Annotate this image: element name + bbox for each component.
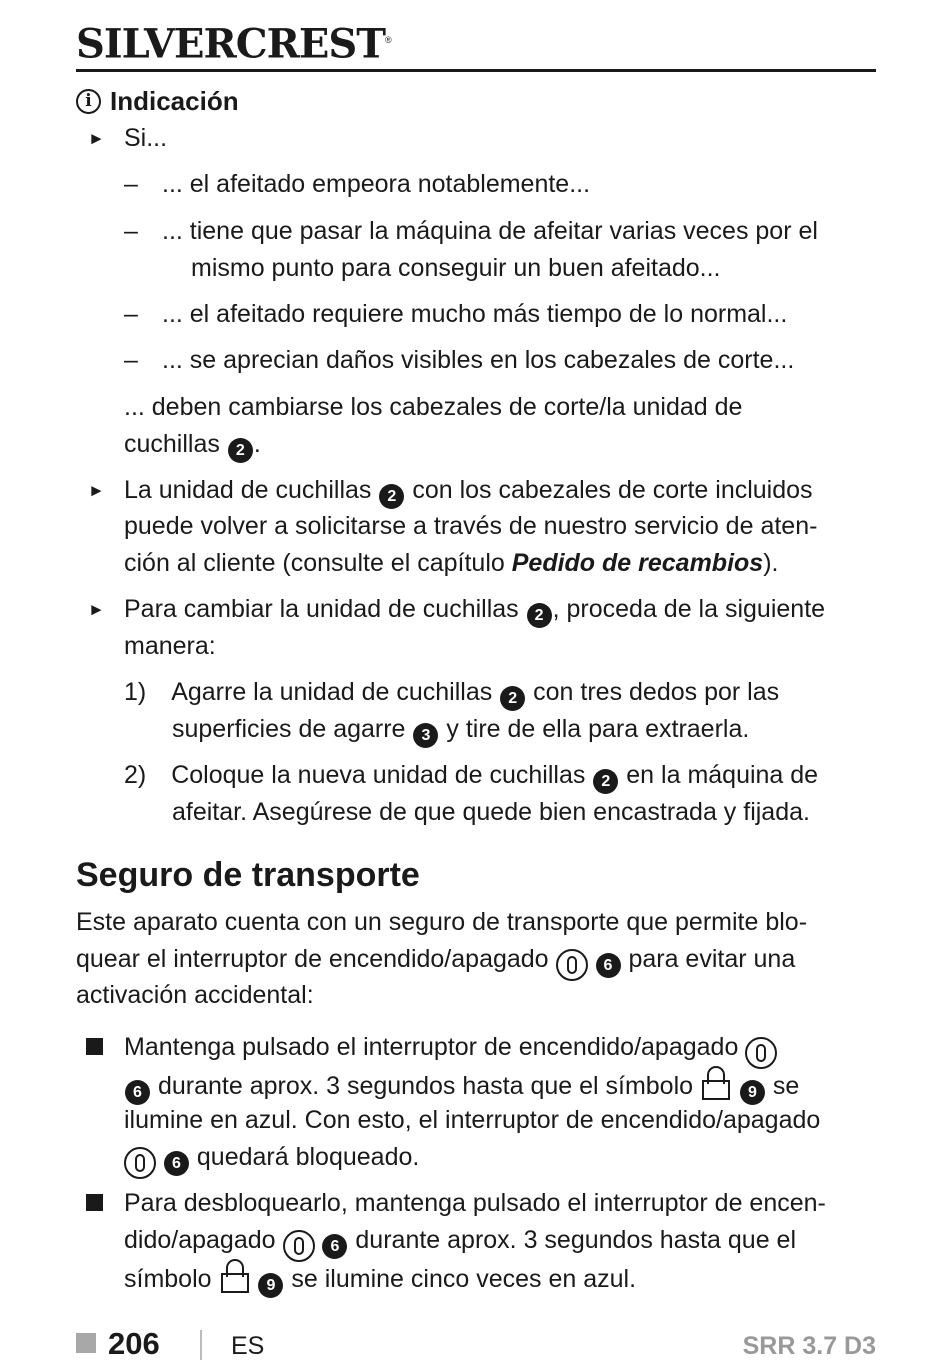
ref-number-2: 2 bbox=[593, 769, 618, 794]
ref-number-2: 2 bbox=[527, 603, 552, 628]
ref-number-6: 6 bbox=[125, 1080, 150, 1105]
brand-reg: ® bbox=[384, 35, 391, 45]
step-2: 2) Coloque la nueva unidad de cuchillas 2 en la máquina de bbox=[124, 757, 818, 794]
footer-divider bbox=[200, 1330, 202, 1360]
note-bullet-2: ► La unidad de cuchillas 2 con los cabezales de corte incluidos bbox=[76, 472, 876, 509]
note-bullet-1 bbox=[76, 120, 876, 157]
chapter-link: Pedido de recambios bbox=[511, 549, 764, 577]
lock-icon bbox=[702, 1066, 730, 1100]
note-title: Indicación bbox=[110, 86, 239, 116]
power-button-icon bbox=[745, 1037, 777, 1069]
ref-number-9: 9 bbox=[258, 1273, 283, 1298]
power-button-icon bbox=[124, 1147, 156, 1179]
power-button-icon bbox=[556, 949, 588, 981]
brand-crest: CREST bbox=[235, 20, 385, 68]
page-number: 206 bbox=[108, 1326, 160, 1361]
arrow-icon: ► bbox=[88, 600, 105, 619]
ref-number-6: 6 bbox=[164, 1151, 189, 1176]
language-code: ES bbox=[231, 1332, 265, 1360]
arrow-icon: ► bbox=[88, 129, 105, 148]
dash-item-continued: mismo punto para conseguir un buen afeitado... bbox=[191, 254, 721, 282]
dash-item: – ... el afeitado requiere mucho más tiempo de lo normal... bbox=[124, 300, 788, 328]
chapter-reference: ción al cliente (consulte el capítulo Pedido de recambios). bbox=[124, 549, 779, 577]
lock-icon bbox=[221, 1259, 249, 1293]
brand-silver: SILVER bbox=[76, 20, 236, 68]
note-bullet-3: ► Para cambiar la unidad de cuchillas 2 , proceda de la siguiente bbox=[76, 591, 876, 628]
note-conclusion-2: cuchillas 2 . bbox=[124, 426, 261, 463]
ref-number-3: 3 bbox=[413, 723, 438, 748]
info-icon: i bbox=[76, 89, 101, 114]
note-intro: Si... bbox=[124, 124, 168, 152]
ref-number-6: 6 bbox=[596, 953, 621, 978]
header-rule bbox=[76, 69, 876, 72]
ref-number-9: 9 bbox=[740, 1080, 765, 1105]
ref-number-2: 2 bbox=[500, 686, 525, 711]
ref-number-2: 2 bbox=[228, 438, 253, 463]
model-number: SRR 3.7 D3 bbox=[742, 1332, 876, 1360]
arrow-icon: ► bbox=[88, 481, 105, 500]
power-button-icon bbox=[283, 1230, 315, 1262]
footer-marker-icon bbox=[76, 1333, 96, 1353]
square-bullet-icon bbox=[86, 1038, 103, 1055]
dash-item: – ... tiene que pasar la máquina de afeitar varias veces por el bbox=[124, 217, 818, 245]
dash-item: – ... el afeitado empeora notablemente... bbox=[124, 170, 591, 198]
section-intro: Este aparato cuenta con un seguro de transporte que permite blo- bbox=[76, 908, 808, 936]
note-heading bbox=[76, 84, 239, 118]
step-1: 1) Agarre la unidad de cuchillas 2 con tres dedos por las bbox=[124, 674, 779, 711]
dash-item: – ... se aprecian daños visibles en los cabezales de corte... bbox=[124, 346, 795, 374]
brand-logo bbox=[76, 16, 391, 68]
section-title: Seguro de transporte bbox=[76, 856, 420, 894]
ref-number-2: 2 bbox=[379, 484, 404, 509]
ref-number-6: 6 bbox=[322, 1234, 347, 1259]
note-conclusion: ... deben cambiarse los cabezales de corte/la unidad de bbox=[124, 393, 743, 421]
square-bullet-icon bbox=[86, 1194, 103, 1211]
